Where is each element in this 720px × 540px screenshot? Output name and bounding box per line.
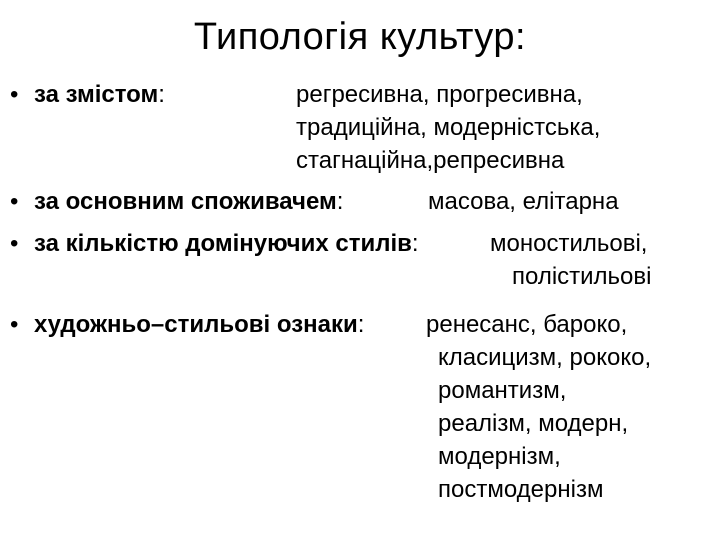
item-separator: :: [158, 81, 165, 108]
item-value-line: реалізм, модерн,: [438, 410, 629, 437]
item-value-line: постмодернізм: [438, 476, 604, 503]
item-label: за змістом: [34, 81, 159, 108]
list-item-label: [34, 80, 165, 110]
item-label: художньо–стильові ознаки: [34, 311, 358, 338]
bullet-icon: •: [10, 188, 19, 215]
list-item-label: [34, 187, 343, 217]
list-item-label: [34, 310, 364, 340]
item-value-line: регресивна, прогресивна,: [296, 81, 583, 108]
item-separator: :: [336, 188, 344, 215]
item-separator: :: [411, 230, 419, 257]
item-value-line: масова, елітарна: [428, 188, 619, 215]
item-value-line: традиційна, модерністська,: [296, 114, 601, 141]
item-value-line: полістильові: [512, 263, 652, 290]
item-value-line: класицизм, рококо,: [438, 344, 652, 371]
item-value-line: моностильові,: [490, 230, 648, 257]
item-value-line: ренесанс, бароко,: [426, 311, 628, 338]
item-value-line: стагнаційна,репресивна: [296, 147, 565, 174]
bullet-icon: •: [10, 311, 19, 338]
item-label: за основним споживачем: [34, 188, 337, 215]
bullet-icon: •: [10, 81, 19, 108]
item-value-line: романтизм,: [438, 377, 567, 404]
slide-title: Типологія культур:: [193, 16, 527, 58]
item-label: за кількістю домінуючих стилів: [34, 230, 412, 257]
bullet-icon: •: [10, 230, 19, 257]
item-separator: :: [357, 311, 365, 338]
list-item-label: [34, 229, 419, 259]
item-value-line: модернізм,: [438, 443, 561, 470]
